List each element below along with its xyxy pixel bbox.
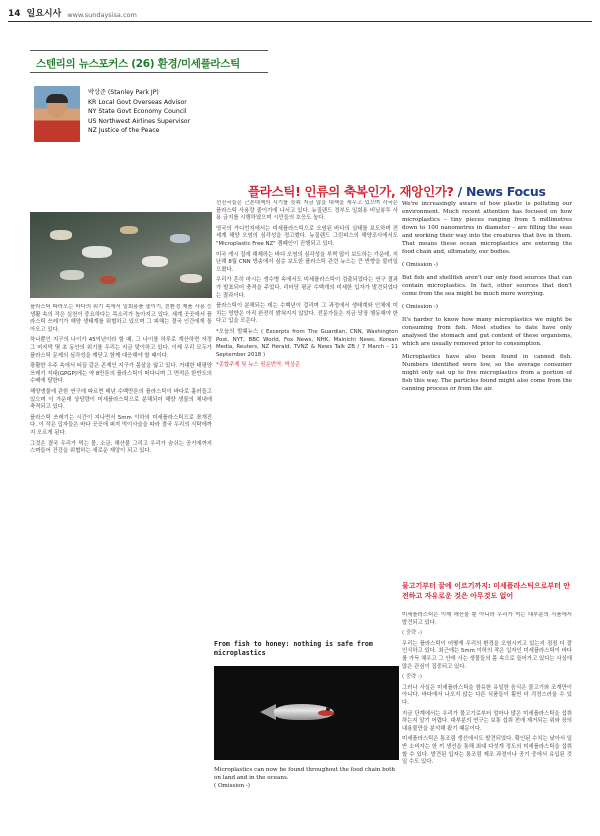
paragraph: 플라스틱이 분해되는 데는 수백년이 걸리며 그 과정에서 생태계와 인체에 미치는 영향은 아직 완전히 밝혀지지 않았다. 전문가들은 지금 당장 행동해야 한다고 입을 모은다. (216, 303, 398, 325)
paragraph: 우리는 플라스틱이 어떻게 우리의 환경을 오염시키고 있는지 점점 더 잘 인식하고 있다. 최근에는 5mm 이하의 작은 입자인 미세플라스틱이 바다를 가득 채우고 그 안에 사는 생물들의 몸 속으로 들어가고 있다는 사실에 많은 관심이 집중되고 있다. (402, 640, 572, 670)
omission-mark: ( Omission -) (402, 262, 438, 268)
paragraph: 플라스틱 쓰레기는 시간이 지나면서 5mm 이하의 미세플라스틱으로 쪼개진다. 이 작은 입자들은 바다 곳곳에 퍼져 먹이사슬을 따라 결국 우리의 식탁에까지 오르게 된다. (30, 414, 212, 436)
paper-url: www.sundaysisa.com (67, 11, 137, 19)
paragraph: 미세플라스틱은 통조림 생선에서도 발견되었다. 확인된 수치는 낮아서 일반 소비자는 한 끼 생선을 통해 최대 다섯개 정도의 미세플라스틱을 섭취할 수 있다. 발견된 입자는 통조림 제조 과정이나 공기 중에서 유입된 것일 수도 있다. (402, 736, 572, 766)
english-paragraph: But fish and shellfish aren't our only food sources that can contain microplastics. In fact, other sources that don't come from the sea might be much more worrying. (402, 275, 572, 297)
plastic-debris (60, 270, 84, 280)
ocean-plastic-photo (30, 212, 212, 298)
plastic-debris (100, 276, 116, 284)
paragraph: 그러나 사실은 미세플라스틱을 함유한 유일한 음식은 물고기와 조개만이 아니다. 바다에서 나오지 않는 다른 식품들이 훨씬 더 걱정스러울 수 있다. (402, 684, 572, 706)
plastic-debris (170, 234, 190, 243)
english-paragraph: Microplastics have also been found in canned fish. Numbers identified were low, so the average consumer might only eat up to five microplastics from a portion of fish this way. The particles found might also come from the canning process or from the air. (402, 354, 572, 392)
fish-gill (318, 710, 334, 716)
page-header (8, 6, 592, 22)
korean-subheadline: 물고기부터 꿀에 이르기까지: 미세플라스틱으로부터 안전하고 자유로운 것은 아무것도 없어 (402, 582, 571, 600)
kicker-top-rule (30, 50, 268, 51)
paper-name: 일요시사 (26, 9, 62, 19)
paragraph: 지금 단계에서는 우리가 물고기로부터 얼마나 많은 미세플라스틱을 섭취하는지 알기 어렵다. 대부분의 연구는 보통 섭취 전에 제거되는 위와 장의 내용물만을 분석해 왔기 때문이다. (402, 710, 572, 732)
author-photo (34, 86, 80, 142)
author-title: US Northwest Airlines Supervisor (88, 117, 191, 125)
author-bio (88, 88, 190, 136)
paragraph: 우리가 흔히 마시는 생수병 속에서도 미세플라스틱이 검출되었다는 연구 결과가 발표되어 충격을 주었다. 리터당 평균 수백개의 미세한 입자가 발견되었다는 결과이다. (216, 277, 398, 299)
paragraph: 영국의 가디언지에서는 미세플라스틱으로 오염된 바다의 실태를 보도하며 전세계 해양 오염의 심각성을 경고했다. 뉴질랜드 그린피스의 해양조사에서도 "Microplastic Free NZ" 캠페인이 진행되고 있다. (216, 225, 398, 247)
plastic-debris (50, 230, 72, 240)
fish-photo (214, 666, 399, 760)
plastic-debris (82, 246, 112, 258)
paragraph: 선진국들은 근본대책의 시기를 늦춰 지금 않을 대책을 세우고 있으며 각국은 플라스틱 사용량 줄이기에 나서고 있다. 뉴질랜드 정부도 일회용 비닐봉투 사용 금지를 시행하였으며 시민들의 호응도 높다. (216, 200, 398, 222)
author-name: 박상준 (Stanley Park JP) (88, 89, 159, 96)
english-paragraph: We're increasingly aware of how plastic is polluting our environment. Much recent attention has focused on how microplastics – tiny pieces ranging from 5 millimetres down to 100 nanometres in diameter – are filling the seas and working their way into the creatures that live in them. That means these ocean microplastics are entering the food chain and, ultimately, our bodies. (402, 201, 572, 255)
headline-main: 플라스틱! 인류의 축복인가, 재앙인가? (248, 184, 454, 199)
kicker-bottom-rule (30, 72, 268, 73)
paragraph: 플라스틱 따라오는 바다의 위기 속에서 일회용품 줄이기, 친환경 제품 사용 등 생활 속의 작은 실천이 중요하다는 목소리가 높아지고 있다. 세계 곳곳에서 플라스틱 쓰레기가 해양 생태계를 위협하고 있으며 그 피해는 결국 인간에게 돌아오고 있다. (30, 304, 212, 333)
paragraph: 하나뿐인 지구의 나이가 45억년이라 할 때, 그 나이를 하루로 계산하면 자정 그 마지막 몇 초 동안의 위기를 우리는 지금 맞이하고 있다. 이제 우리 모두가 플라스틱 문제의 심각성을 깨닫고 함께 대응해야 할 때이다. (30, 337, 212, 359)
section-kicker: 스텐리의 뉴스포커스 (26) 환경/미세플라스틱 (36, 58, 240, 70)
fish-photo-caption (214, 766, 399, 790)
author-title: NY State Govt Economy Council (88, 108, 187, 115)
plastic-debris (180, 274, 202, 283)
translation-byline: *종합주제 및 뉴스 원문번역: 박상준 (216, 362, 301, 369)
omission-mark: ( 중략 -) (402, 630, 422, 637)
english-column (402, 200, 572, 576)
news-sources: *오늘의 발췌뉴스 ( Excerpts from The Guardian, CNN, Washington Post, NYT, BBC World, Fox News, NHK, Mainichi News, Korean Media, Reuters, NZ Herald, TVNZ & News Talk ZB / 7 March - 11 September 2018 ) (216, 328, 398, 358)
paragraph: 미국 캐시 집에 해제하는 바다 오염의 심각성을 부쩍 많이 보도하는 가운데, 지난해 8월 CNN 방송에서 심층 보도한 플라스틱 관련 뉴스는 큰 반향을 불러일으켰다. (216, 251, 398, 273)
plastic-debris (120, 226, 138, 234)
page-number: 14 (8, 9, 21, 19)
fish-photo-title: From fish to honey: nothing is safe from microplastics (214, 640, 373, 657)
plastic-debris (142, 256, 168, 267)
paragraph: 그것은 결국 우리가 먹는 물, 소금, 해산물 그리고 우리가 숨쉬는 공기에까지 스며들어 건강을 위협하는 새로운 재앙이 되고 있다. (30, 440, 212, 455)
korean-column-2 (216, 200, 398, 634)
paragraph: 광활한 우주 속에서 티끌 같은 존재인 지구가 몸살을 앓고 있다. 거대한 태평양 쓰레기 지대(GPGP)에는 약 8만톤의 플라스틱이 떠다니며 그 면적은 한반도의 수배에 달한다. (30, 363, 212, 385)
author-hair (46, 94, 68, 103)
omission-mark: ( 중략 -) (402, 674, 422, 681)
english-paragraph: It's harder to know how many microplastics we might be consuming from fish. Most studies to date have only analysed the stomach and gut content of these organisms, which are usually removed prior to consumption. (402, 317, 572, 347)
paragraph: 미세플라스틱은 이제 해산물 뿐 아니라 우리가 먹는 대부분의 식품에서 발견되고 있다. (402, 612, 572, 626)
korean-column-1 (30, 304, 212, 824)
fish-eye (326, 707, 330, 711)
headline-tag: / News Focus (457, 184, 546, 199)
omission-mark: ( Omission -) (214, 783, 250, 789)
caption-text: Microplastics can now be found throughout the food chain both on land and in the oceans. (214, 767, 395, 781)
korean-column-3 (402, 612, 572, 826)
omission-mark: ( Omission -) (402, 304, 438, 310)
article-headline (248, 182, 546, 200)
author-title: KR Local Govt Overseas Advisor (88, 98, 187, 106)
author-title: NZ Justice of the Peace (88, 127, 160, 134)
paragraph: 해양생물에 관한 연구에 따르면 매년 수백만톤의 플라스틱이 바다로 흘러들고 있으며 이 가운데 상당량이 미세플라스틱으로 분해되어 해양 생물의 체내에 축적되고 있다. (30, 388, 212, 411)
